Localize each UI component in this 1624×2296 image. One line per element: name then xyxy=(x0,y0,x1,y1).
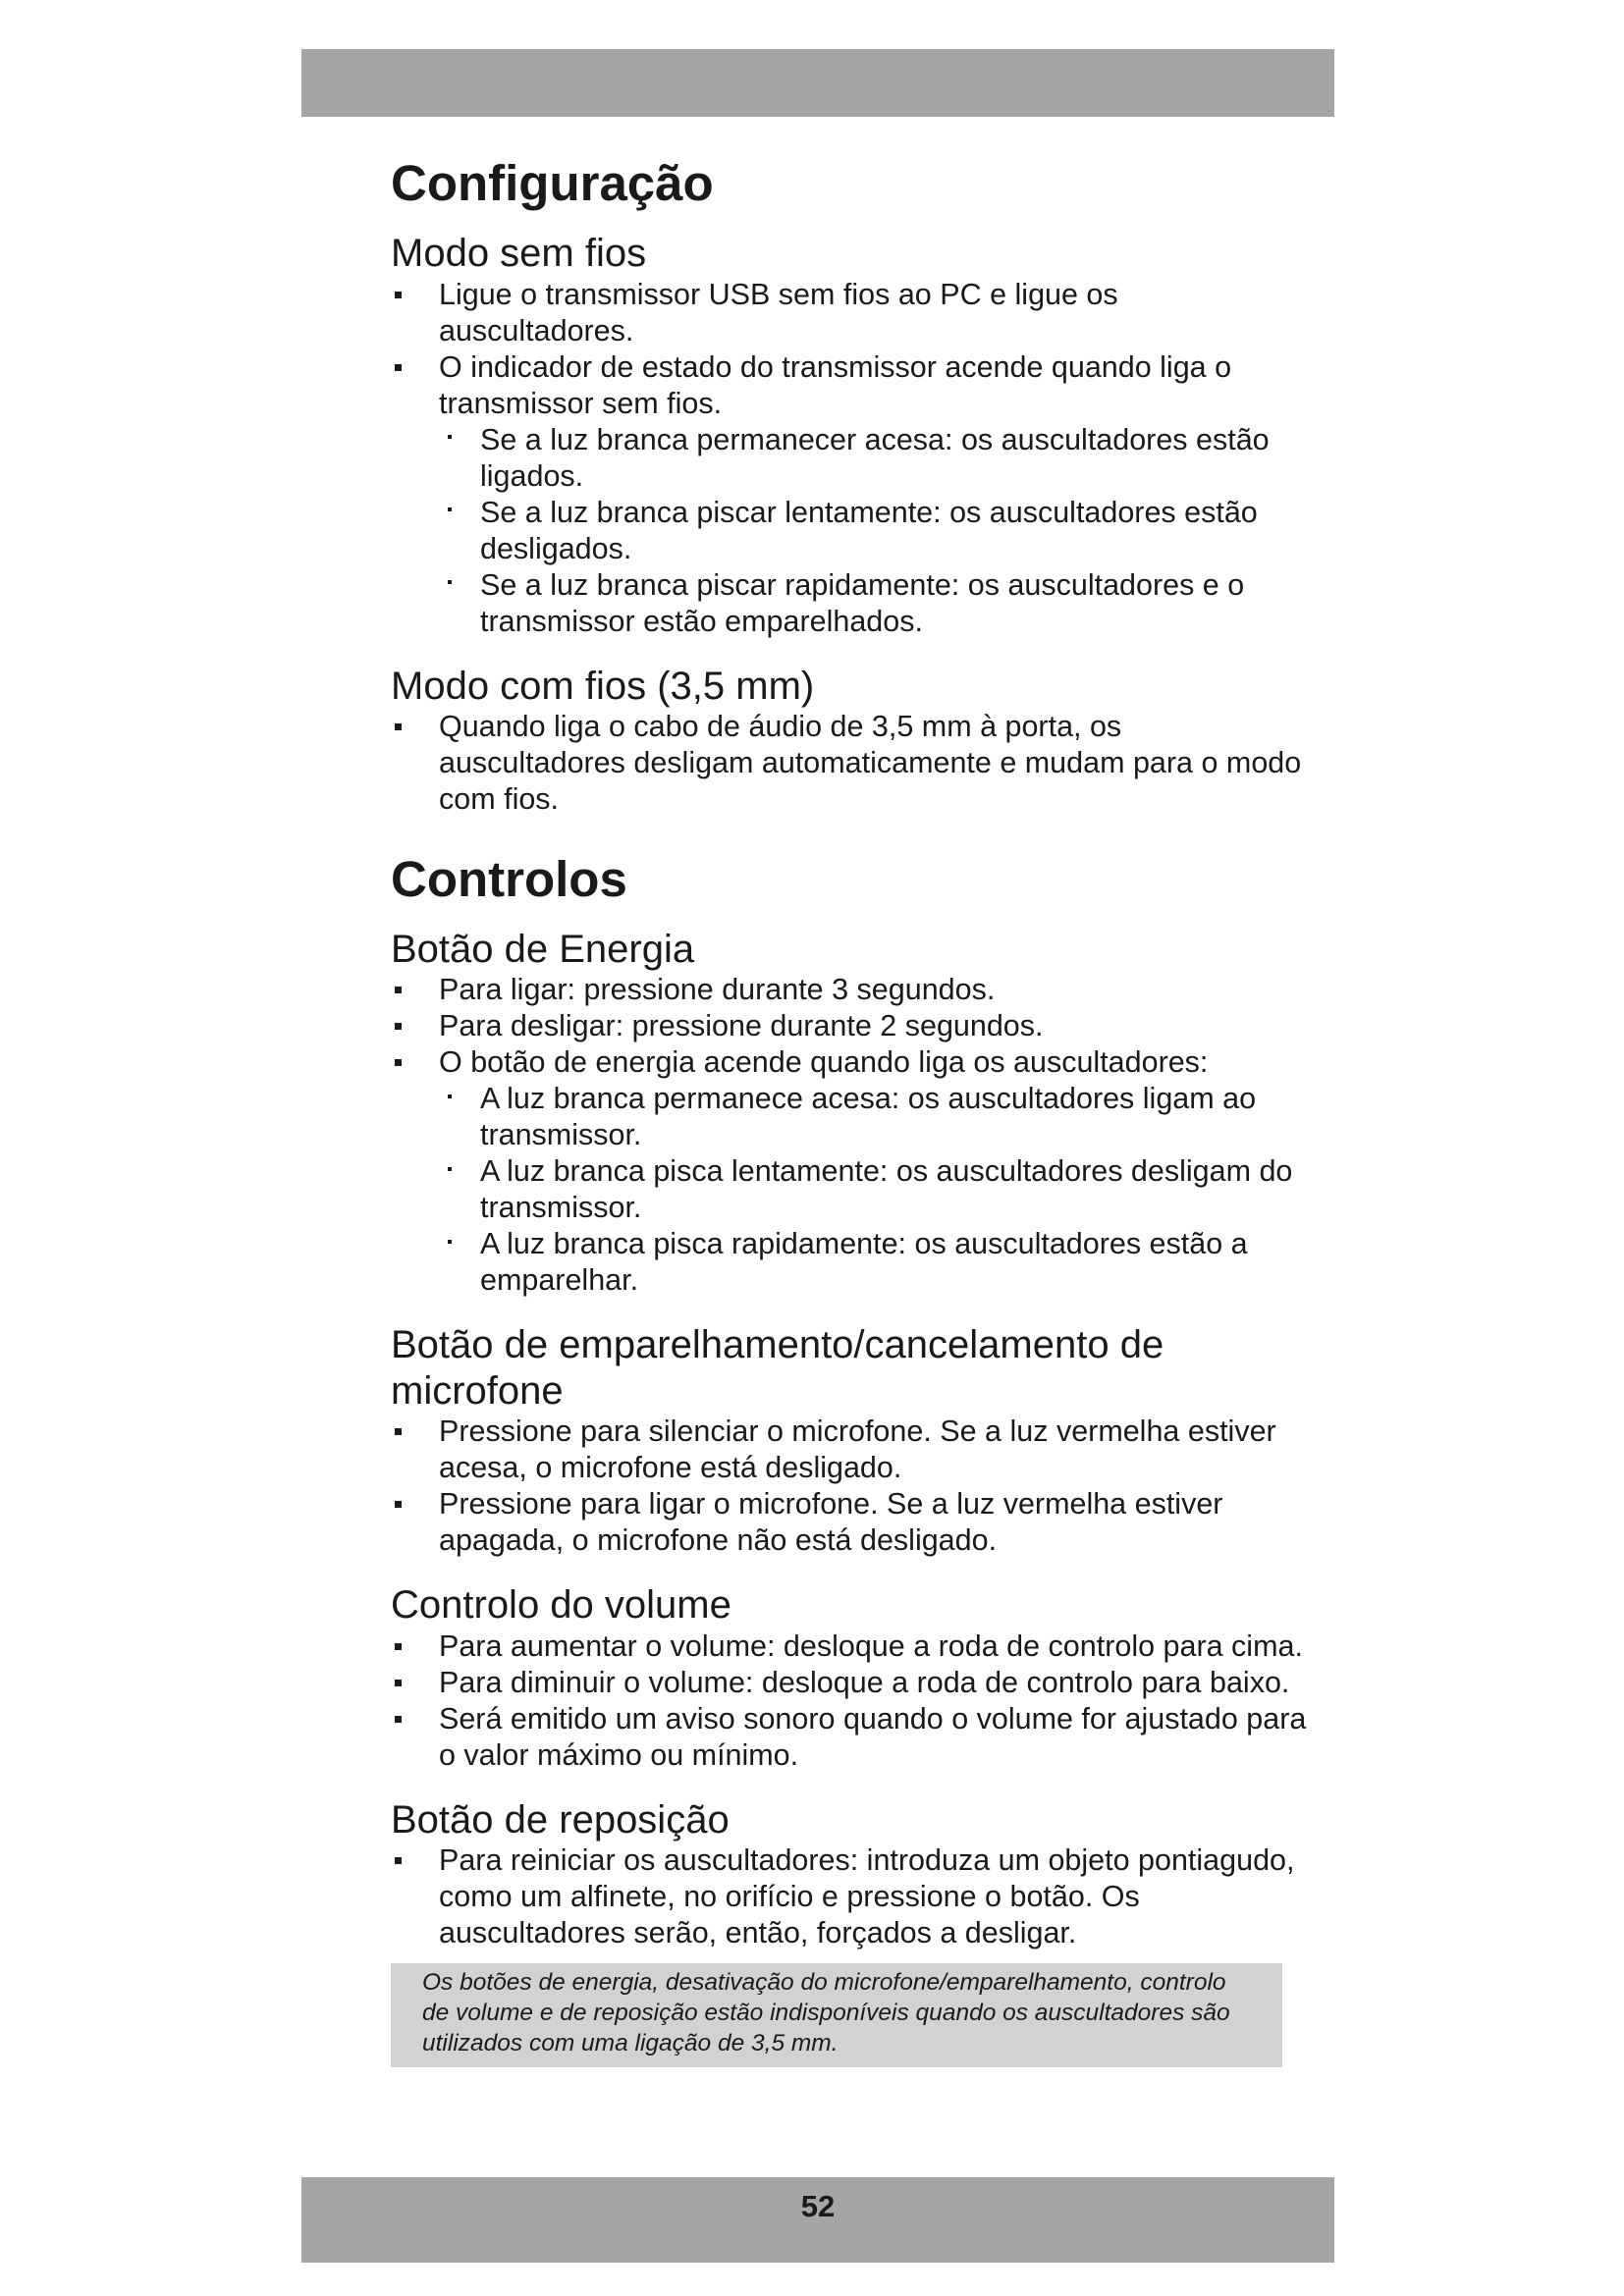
list-item: Para aumentar o volume: desloque a roda de controlo para cima. xyxy=(391,1629,1314,1665)
sub-list-item xyxy=(391,567,1314,640)
subsection-controlo-volume xyxy=(391,1582,1314,1773)
note-box: Os botões de energia, desativação do microfone/emparelhamento, controlo de volume e de reposição estão indisponíveis quando os auscultadores são utilizados com uma ligação de 3,5 mm. xyxy=(391,1963,1282,2067)
dot-bullet-icon xyxy=(451,1153,480,1190)
section-title-controlos: Controlos xyxy=(391,850,627,907)
section-title-configuracao: Configuração xyxy=(391,155,714,211)
subsection-botao-emparelhamento xyxy=(391,1322,1314,1559)
list-item: Para desligar: pressione durante 2 segundos. xyxy=(391,1008,1314,1044)
bullet-list xyxy=(391,1629,1314,1774)
subsection-botao-reposicao xyxy=(391,1797,1314,1951)
subsection-heading: Modo sem fios xyxy=(391,232,647,276)
list-item: Para ligar: pressione durante 3 segundos. xyxy=(391,972,1314,1008)
page-number: 52 xyxy=(800,2189,836,2223)
sub-list-item-text: Se a luz branca piscar lentamente: os auscultadores estão desligados. xyxy=(480,495,1258,565)
sub-list-item xyxy=(391,1081,1314,1153)
page-content xyxy=(391,155,1314,2067)
list-item: O botão de energia acende quando liga os auscultadores: xyxy=(391,1044,1314,1081)
list-item: Para reiniciar os auscultadores: introduza um objeto pontiagudo, como um alfinete, no orifício e pressione o botão. Os auscultadores serão, então, forçados a desligar. xyxy=(391,1842,1314,1951)
subsection-heading: Botão de emparelhamento/cancelamento de microfone xyxy=(391,1323,1164,1413)
list-item: O indicador de estado do transmissor acende quando liga o transmissor sem fios. xyxy=(391,349,1314,422)
bullet-list xyxy=(391,277,1314,640)
dot-bullet-icon xyxy=(451,495,480,531)
list-item: Pressione para ligar o microfone. Se a luz vermelha estiver apagada, o microfone não está desligado. xyxy=(391,1486,1314,1559)
footer-bar xyxy=(301,2177,1334,2263)
subsection-heading: Botão de Energia xyxy=(391,928,695,971)
sub-list-item-text: Se a luz branca permanecer acesa: os auscultadores estão ligados. xyxy=(480,422,1270,493)
sub-list-item-text: A luz branca permanece acesa: os auscultadores ligam ao transmissor. xyxy=(480,1082,1257,1152)
subsection-heading: Botão de reposição xyxy=(391,1797,730,1842)
list-item: Quando liga o cabo de áudio de 3,5 mm à porta, os auscultadores desligam automaticamente e mudam para o modo com fios. xyxy=(391,709,1314,818)
sub-list-item xyxy=(391,1226,1314,1299)
dot-bullet-icon xyxy=(451,1081,480,1117)
list-item: Ligue o transmissor USB sem fios ao PC e ligue os auscultadores. xyxy=(391,277,1314,349)
subsection-modo-com-fios xyxy=(391,664,1314,818)
subsection-heading: Modo com fios (3,5 mm) xyxy=(391,664,815,708)
list-item: Para diminuir o volume: desloque a roda de controlo para baixo. xyxy=(391,1665,1314,1701)
sub-list-item-text: A luz branca pisca rapidamente: os auscultadores estão a emparelhar. xyxy=(480,1227,1248,1298)
sub-list-item xyxy=(391,495,1314,567)
dot-bullet-icon xyxy=(451,567,480,604)
list-item: Pressione para silenciar o microfone. Se a luz vermelha estiver acesa, o microfone está desligado. xyxy=(391,1414,1314,1486)
subsection-botao-energia xyxy=(391,927,1314,1299)
bullet-list xyxy=(391,1842,1314,1951)
header-bar xyxy=(301,49,1334,117)
sub-list-item xyxy=(391,1153,1314,1226)
sub-list-item xyxy=(391,422,1314,495)
subsection-modo-sem-fios xyxy=(391,231,1314,639)
bullet-list xyxy=(391,709,1314,818)
sub-list-item-text: Se a luz branca piscar rapidamente: os auscultadores e o transmissor estão emparelhados. xyxy=(480,567,1245,638)
dot-bullet-icon xyxy=(451,1226,480,1262)
bullet-list xyxy=(391,972,1314,1299)
sub-list-item-text: A luz branca pisca lentamente: os auscultadores desligam do transmissor. xyxy=(480,1154,1293,1225)
dot-bullet-icon xyxy=(451,422,480,458)
subsection-heading: Controlo do volume xyxy=(391,1583,731,1628)
bullet-list xyxy=(391,1414,1314,1559)
list-item: Será emitido um aviso sonoro quando o volume for ajustado para o valor máximo ou mínimo. xyxy=(391,1701,1314,1774)
